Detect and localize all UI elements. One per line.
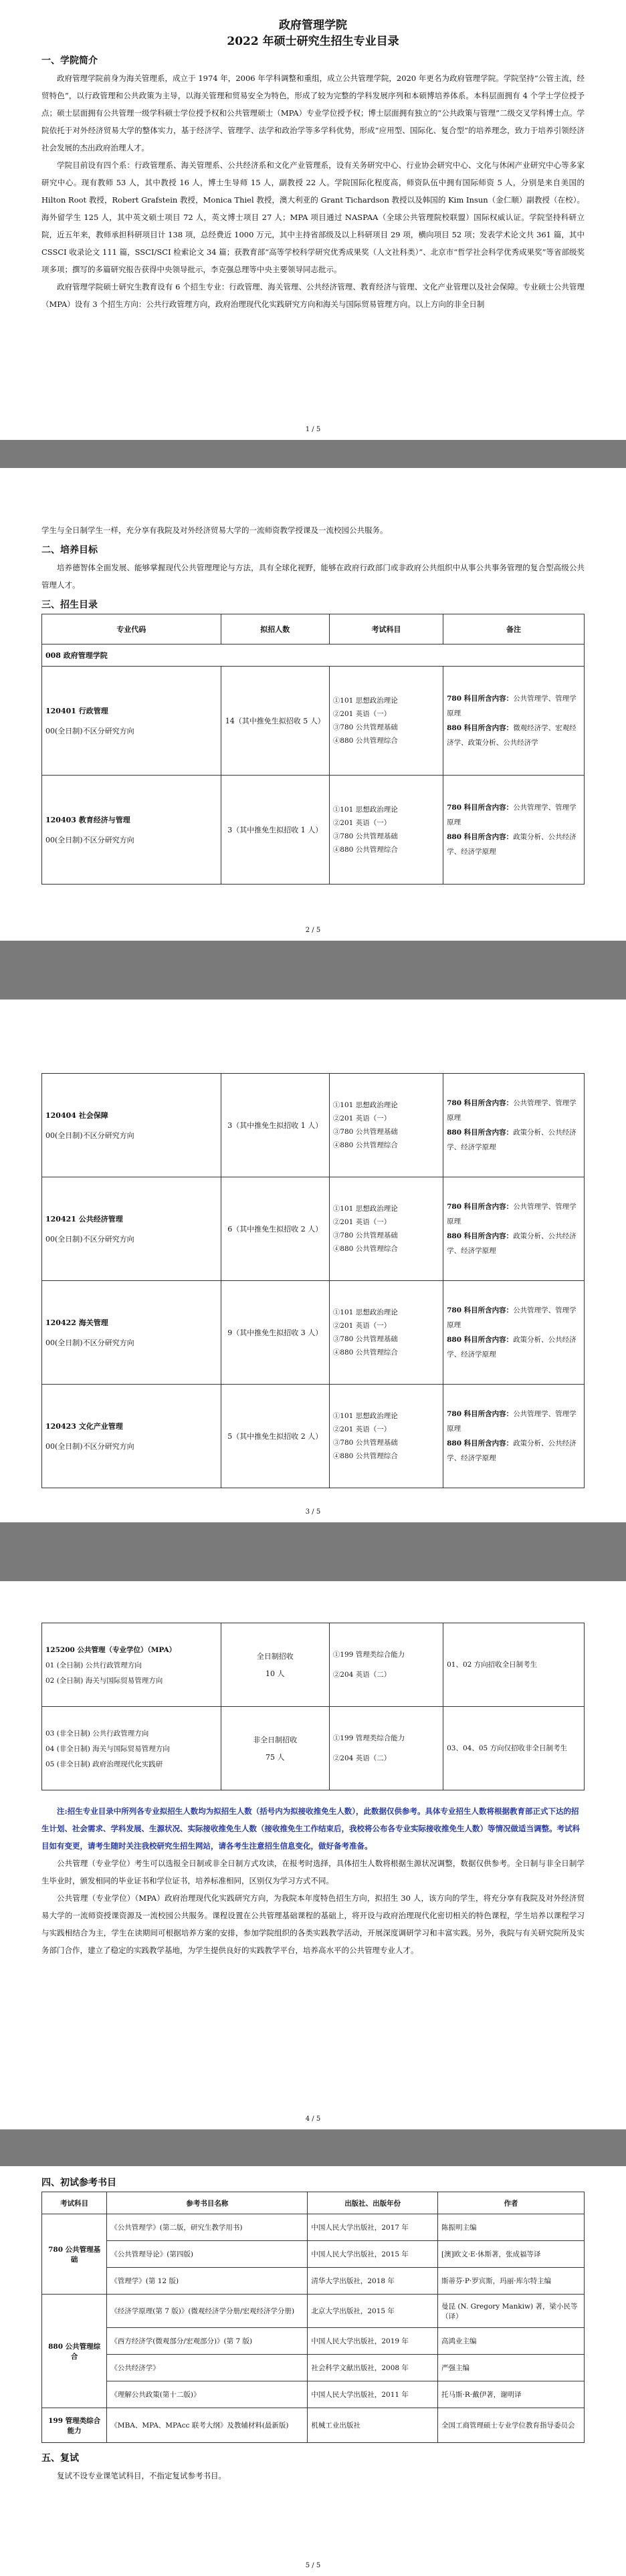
exam-subject: ④880 公共管理综合 xyxy=(332,1349,398,1357)
direction: 00(全日制)不区分研究方向 xyxy=(45,727,134,735)
exam-subject: ④880 公共管理综合 xyxy=(332,737,398,745)
note-text: 政策分析、公共经济学、经济学原理 xyxy=(447,1232,577,1255)
exam-subject: ②201 英语（一） xyxy=(332,1218,391,1226)
paragraph: 公共管理（专业学位）考生可以选报全日制或非全日制方式攻读，在报考时选择，具体招生人数将根据生源状况调整，数据仅供参考。全日制与非全日制学生毕业时，颁发相同的毕业证书和学位证书，培养标准相同，区别仅为学习方式不同。 xyxy=(41,1859,585,1885)
exam-subject: ②201 英语（一） xyxy=(332,819,391,827)
exam-subject: ①101 思想政治理论 xyxy=(332,1412,398,1420)
exam-subject: ①101 思想政治理论 xyxy=(332,806,398,814)
note-label: 780 科目所含内容： xyxy=(447,1410,514,1418)
note-text: 公共管理学、管理学原理 xyxy=(447,1410,577,1433)
page-number: 2 / 5 xyxy=(305,927,321,934)
exam-subject: ④880 公共管理综合 xyxy=(332,1245,398,1253)
direction: 04 (非全日制) 海关与国际贸易管理方向 xyxy=(45,1744,170,1753)
exam-subject-cell: 199 管理类综合能力 xyxy=(42,2408,107,2443)
exam-subject: ②201 英语（一） xyxy=(332,1115,391,1123)
header-cell: 参考书目名称 xyxy=(107,2192,308,2214)
note-label: 880 科目所含内容： xyxy=(447,1439,514,1447)
exam-subject: ①101 思想政治理论 xyxy=(332,1101,398,1109)
paragraph: 复试不设专业课笔试科目，不指定复试参考书目。 xyxy=(57,2471,226,2480)
note-text: 公共管理学、管理学原理 xyxy=(447,804,577,826)
notice-paragraph: 注:招生专业目录中所列各专业拟招生人数均为拟招生人数（括号内为拟接收推免生人数），此数据仅供参考。具体专业招生人数将根据教育部正式下达的招生计划、社会需求、学科发展、生源状况、实际接收推免生人数（接收推免生工作结束后，我校将公布各专业实际接收推免生人数）等情况做适当调整。考试科目如有变更，请考生随时关注我校研究生招生网站，请各考生注意招生信息变化，做好备考准备。 xyxy=(41,1806,580,1851)
exam-subject: ③780 公共管理基础 xyxy=(332,1232,398,1240)
major-code: 120401 行政管理 xyxy=(45,707,108,715)
paragraph: 培养德智体全面发展、能够掌握现代公共管理理论与方法，具有全球化视野，能够在政府行政部门或非政府公共组织中从事公共事务管理的复合型高级公共管理人才。 xyxy=(41,563,585,590)
quota-label: 全日制招收 xyxy=(256,1652,294,1661)
publisher: 机械工业出版社 xyxy=(308,2408,438,2443)
note-text: 政策分析、公共经济学、经济学原理 xyxy=(447,1129,577,1151)
section-heading: 四、初试参考书目 xyxy=(41,2178,116,2188)
direction: 00(全日制)不区分研究方向 xyxy=(45,1131,134,1140)
page-subtitle: 2022 年硕士研究生招生专业目录 xyxy=(227,35,399,48)
publisher: 中国人民大学出版社，2011 年 xyxy=(308,2381,438,2408)
header-cell: 考试科目 xyxy=(329,614,443,645)
major-code: 120423 文化产业管理 xyxy=(45,1422,123,1431)
catalog-table xyxy=(41,1073,585,1488)
direction: 03 (非全日制) 公共行政管理方向 xyxy=(45,1729,149,1738)
exam-subject-cell: 880 公共管理综合 xyxy=(42,2295,107,2408)
paragraph: 政府管理学院硕士研究生教育设有 6 个招生专业：行政管理、海关管理、公共经济管理、教育经济与管理、文化产业管理以及社会保障。专业硕士公共管理（MPA）设有 3 个招生方向：公共行政管理方向，政府治理现代化实践研究方向和海关与国际贸易管理方向。以上方向的非全日制 xyxy=(41,282,585,309)
reference-table xyxy=(41,2192,585,2443)
catalog-table xyxy=(41,614,585,885)
paragraph: 学院目前设有四个系：行政管理系、海关管理系、公共经济系和文化产业管理系，设有关务研究中心、行业协会研究中心、文化与休闲产业研究中心等多家研究中心。现有教师 53 人，其中教授 16 人，博士生导师 15 人，副教授 22 人。学院国际化程度高，师资队伍中拥有国际师资 5 人，分别是来自美国的 Hilton Root 教授，Robert Grafstein 教授，Monica Thiel 教授，澳大利亚的 Grant Tichardson 教授以及韩国的 Kim Insun（金仁顺）副教授（在校）。海外留学生 125 人，其中英文硕士项目 72 人，英文博士项目 27 人；MPA 项目通过 NASPAA（全球公共管理院校联盟）国际权威认证。学院坚持科研立院，近五年来，教师承担科研项目计 138 项，总经费近 1000 万元，其中主持省部级及以上科研项目 29 项，横向项目 52 项；发表学术论文共 361 篇，其中 CSSCI 收录论文 111 篇，SSCI/SCI 检索论文 34 篇；获教育部“高等学校科学研究优秀成果奖（人文社科类）”、北京市“哲学社会科学优秀成果奖”等省部级奖项多项；撰写的多篇研究报告获得中央领导批示，李克强总理等中央主要领导同志批示。 xyxy=(41,160,585,274)
direction: 00(全日制)不区分研究方向 xyxy=(45,1442,134,1451)
quota: 14（其中推免生拟招收 5 人） xyxy=(221,667,329,776)
paragraph: 公共管理（专业学位）（MPA）政府治理现代化实践研究方向，为我院本年度特色招生方向，拟招生 30 人，该方向的学生，将充分享有我院及对外经济贸易大学的一流师资授课资源及一流校园公共服务。课程设置在公共管理基础课程的基础上，将开设与政府治理现代化密切相关的特色课程，学生培养以课程学习与实践相结合为主，学生在读期间可根据培养方案的安排，参加学院组织的各类实践教学活动，开展深度调研学习和丰富实践。另外，我院与有关研究院所及实务部门合作，建立了稳定的实践教学基地，为学生提供良好的实践教学平台，培养高水平的公共管理专业人才。 xyxy=(41,1893,585,1955)
note-label: 880 科目所含内容： xyxy=(447,1129,514,1137)
page-number: 5 / 5 xyxy=(305,2562,321,2569)
exam-subject: ①199 管理类综合能力 xyxy=(332,1734,405,1742)
author: 托马斯·R·戴伊著，谢明译 xyxy=(438,2381,585,2408)
direction: 02 (全日制) 海关与国际贸易管理方向 xyxy=(45,1676,163,1685)
header-cell: 考试科目 xyxy=(42,2192,107,2214)
author: 高鸿业主编 xyxy=(438,2328,585,2355)
document-page-3 xyxy=(0,1000,626,1522)
quota: 5（其中推免生拟招收 2 人） xyxy=(221,1385,329,1488)
major-code: 120404 社会保障 xyxy=(45,1111,108,1120)
direction: 00(全日制)不区分研究方向 xyxy=(45,836,134,844)
page-title: 政府管理学院 xyxy=(279,19,347,32)
document-page-2 xyxy=(0,468,626,941)
header-cell: 拟招人数 xyxy=(221,614,329,645)
direction: 01 (全日制) 公共行政管理方向 xyxy=(45,1661,142,1669)
note-text: 微观经济学、宏观经济学、政策分析、公共经济学 xyxy=(447,724,577,747)
note-text: 公共管理学、管理学原理 xyxy=(447,1099,577,1122)
page-number: 4 / 5 xyxy=(305,2115,321,2123)
book-title: 《西方经济学(微观部分/宏观部分)》(第 7 版) xyxy=(107,2328,308,2355)
exam-subject: ②201 英语（一） xyxy=(332,710,391,718)
exam-subject: ②201 英语（一） xyxy=(332,1322,391,1330)
author: 全国工商管理硕士专业学位教育指导委员会 xyxy=(438,2408,585,2443)
exam-subject: ③780 公共管理基础 xyxy=(332,1335,398,1343)
exam-subject: ②204 英语（二） xyxy=(332,1754,391,1762)
note-label: 880 科目所含内容： xyxy=(447,1232,514,1240)
mpa-table xyxy=(41,1623,585,1790)
publisher: 中国人民大学出版社，2017 年 xyxy=(308,2214,438,2241)
author: 斯蒂芬·P·罗宾斯，玛丽·库尔特主编 xyxy=(438,2268,585,2295)
note-label: 780 科目所含内容： xyxy=(447,1203,514,1211)
header-cell: 备注 xyxy=(443,614,585,645)
book-title: 《公共管理学》(第二版，研究生教学用书) xyxy=(107,2214,308,2241)
exam-subject: ③780 公共管理基础 xyxy=(332,1439,398,1447)
exam-subject: ②204 英语（二） xyxy=(332,1671,391,1679)
direction: 00(全日制)不区分研究方向 xyxy=(45,1338,134,1347)
quota: 3（其中推免生拟招收 1 人） xyxy=(221,1074,329,1177)
note-label: 780 科目所含内容： xyxy=(447,1306,514,1314)
note-label: 880 科目所含内容： xyxy=(447,724,514,732)
paragraph: 学生与全日制学生一样，充分享有我院及对外经济贸易大学的一流师资教学授课及一流校园公共服务。 xyxy=(41,525,388,535)
page-number: 3 / 5 xyxy=(305,1508,321,1516)
direction: 00(全日制)不区分研究方向 xyxy=(45,1235,134,1244)
exam-subject: ①199 管理类综合能力 xyxy=(332,1651,405,1659)
author: [澳]欧文·E·休斯著，张成福等译 xyxy=(438,2241,585,2268)
document-page-1 xyxy=(0,0,626,440)
section-heading: 五、复试 xyxy=(41,2453,79,2464)
header-cell: 出版社、出版年份 xyxy=(308,2192,438,2214)
note-text: 公共管理学、管理学原理 xyxy=(447,1203,577,1225)
note-text: 政策分析、公共经济学、经济学原理 xyxy=(447,1439,577,1462)
note-text: 03、04、05 方向仅招收非全日制考生 xyxy=(443,1707,585,1790)
quota: 6（其中推免生拟招收 2 人） xyxy=(221,1177,329,1281)
author: 曼昆 (N. Gregory Mankiw) 著，梁小民等（译） xyxy=(438,2295,585,2328)
direction: 05 (非全日制) 政府治理现代化实践研 xyxy=(45,1760,163,1768)
note-text: 政策分析、公共经济学、经济学原理 xyxy=(447,1336,577,1359)
exam-subject: ④880 公共管理综合 xyxy=(332,846,398,854)
book-title: 《管理学》(第 12 版) xyxy=(107,2268,308,2295)
note-label: 780 科目所含内容： xyxy=(447,1099,514,1107)
exam-subject: ①101 思想政治理论 xyxy=(332,1205,398,1213)
book-title: 《公共经济学》 xyxy=(107,2355,308,2381)
quota: 9（其中推免生拟招收 3 人） xyxy=(221,1281,329,1385)
exam-subject: ②201 英语（一） xyxy=(332,1425,391,1433)
quota: 10 人 xyxy=(265,1669,285,1678)
quota: 75 人 xyxy=(265,1753,285,1762)
major-code: 125200 公共管理（专业学位）（MPA） xyxy=(45,1645,177,1654)
book-title: 《公共管理导论》(第四版) xyxy=(107,2241,308,2268)
major-code: 120403 教育经济与管理 xyxy=(45,816,130,824)
header-cell: 专业代码 xyxy=(42,614,221,645)
exam-subject: ③780 公共管理基础 xyxy=(332,1128,398,1136)
note-label: 780 科目所含内容： xyxy=(447,804,514,812)
major-code: 120422 海关管理 xyxy=(45,1318,108,1327)
note-text: 01、02 方向招收全日制考生 xyxy=(443,1623,585,1707)
book-title: 《MBA、MPA、MPAcc 联考大纲》及教辅材料(最新版) xyxy=(107,2408,308,2443)
section-heading: 二、培养目标 xyxy=(41,545,98,556)
publisher: 中国人民大学出版社，2019 年 xyxy=(308,2328,438,2355)
exam-subject: ①101 思想政治理论 xyxy=(332,697,398,705)
note-text: 公共管理学、管理学原理 xyxy=(447,695,577,717)
paragraph: 政府管理学院前身为海关管理系，成立于 1974 年，2006 年学科调整和重组，成立公共管理学院，2020 年更名为政府管理学院。学院坚持“公管主流，经贸特色”，以行政管理和公共政策为主导，以海关管理和贸易安全为特色，形成了较为完整的学科发展序列和本硕博培养体系。本科层面拥有 4 个学士学位授予点；硕士层面拥有公共管理一级学科硕士学位授予权和公共管理硕士（MPA）专业学位授予权；博士层面拥有独立的“公共政策与管理”二级交叉学科博士点。学院依托于对外经济贸易大学的整体实力，基于经济学、管理学、法学和政治学等多学科优势，形成“应用型、国际化、复合型”的培养理念，致力于培养引领经济社会发展的杰出政府治理人才。 xyxy=(41,74,585,152)
page-number: 1 / 5 xyxy=(305,426,321,433)
document-page-5 xyxy=(0,2166,626,2576)
exam-subject: ③780 公共管理基础 xyxy=(332,723,398,731)
publisher: 清华大学出版社，2018 年 xyxy=(308,2268,438,2295)
major-code: 120421 公共经济管理 xyxy=(45,1215,123,1223)
quota-label: 非全日制招收 xyxy=(253,1736,298,1744)
publisher: 社会科学文献出版社，2008 年 xyxy=(308,2355,438,2381)
note-label: 880 科目所含内容： xyxy=(447,1336,514,1344)
note-text: 政策分析、公共经济学、经济学原理 xyxy=(447,833,577,856)
author: 陈振明主编 xyxy=(438,2214,585,2241)
note-label: 880 科目所含内容： xyxy=(447,833,514,841)
exam-subject: ①101 思想政治理论 xyxy=(332,1308,398,1316)
publisher: 北京大学出版社，2015 年 xyxy=(308,2295,438,2328)
book-title: 《经济学原理(第 7 版)》(微观经济学分册/宏观经济学分册) xyxy=(107,2295,308,2328)
header-cell: 作者 xyxy=(438,2192,585,2214)
quota: 3（其中推免生拟招收 1 人） xyxy=(221,776,329,885)
department-cell: 008 政府管理学院 xyxy=(42,645,585,667)
exam-subject: ④880 公共管理综合 xyxy=(332,1452,398,1460)
exam-subject: ③780 公共管理基础 xyxy=(332,832,398,840)
note-label: 780 科目所含内容： xyxy=(447,695,514,703)
exam-subject-cell: 780 公共管理基础 xyxy=(42,2214,107,2295)
publisher: 中国人民大学出版社，2015 年 xyxy=(308,2241,438,2268)
note-text: 公共管理学、管理学原理 xyxy=(447,1306,577,1329)
document-page-4 xyxy=(0,1581,626,2129)
section-heading: 一、学院简介 xyxy=(41,55,98,66)
book-title: 《理解公共政策(第十二版)》 xyxy=(107,2381,308,2408)
section-heading: 三、招生目录 xyxy=(41,600,98,610)
author: 严强主编 xyxy=(438,2355,585,2381)
exam-subject: ④880 公共管理综合 xyxy=(332,1141,398,1149)
